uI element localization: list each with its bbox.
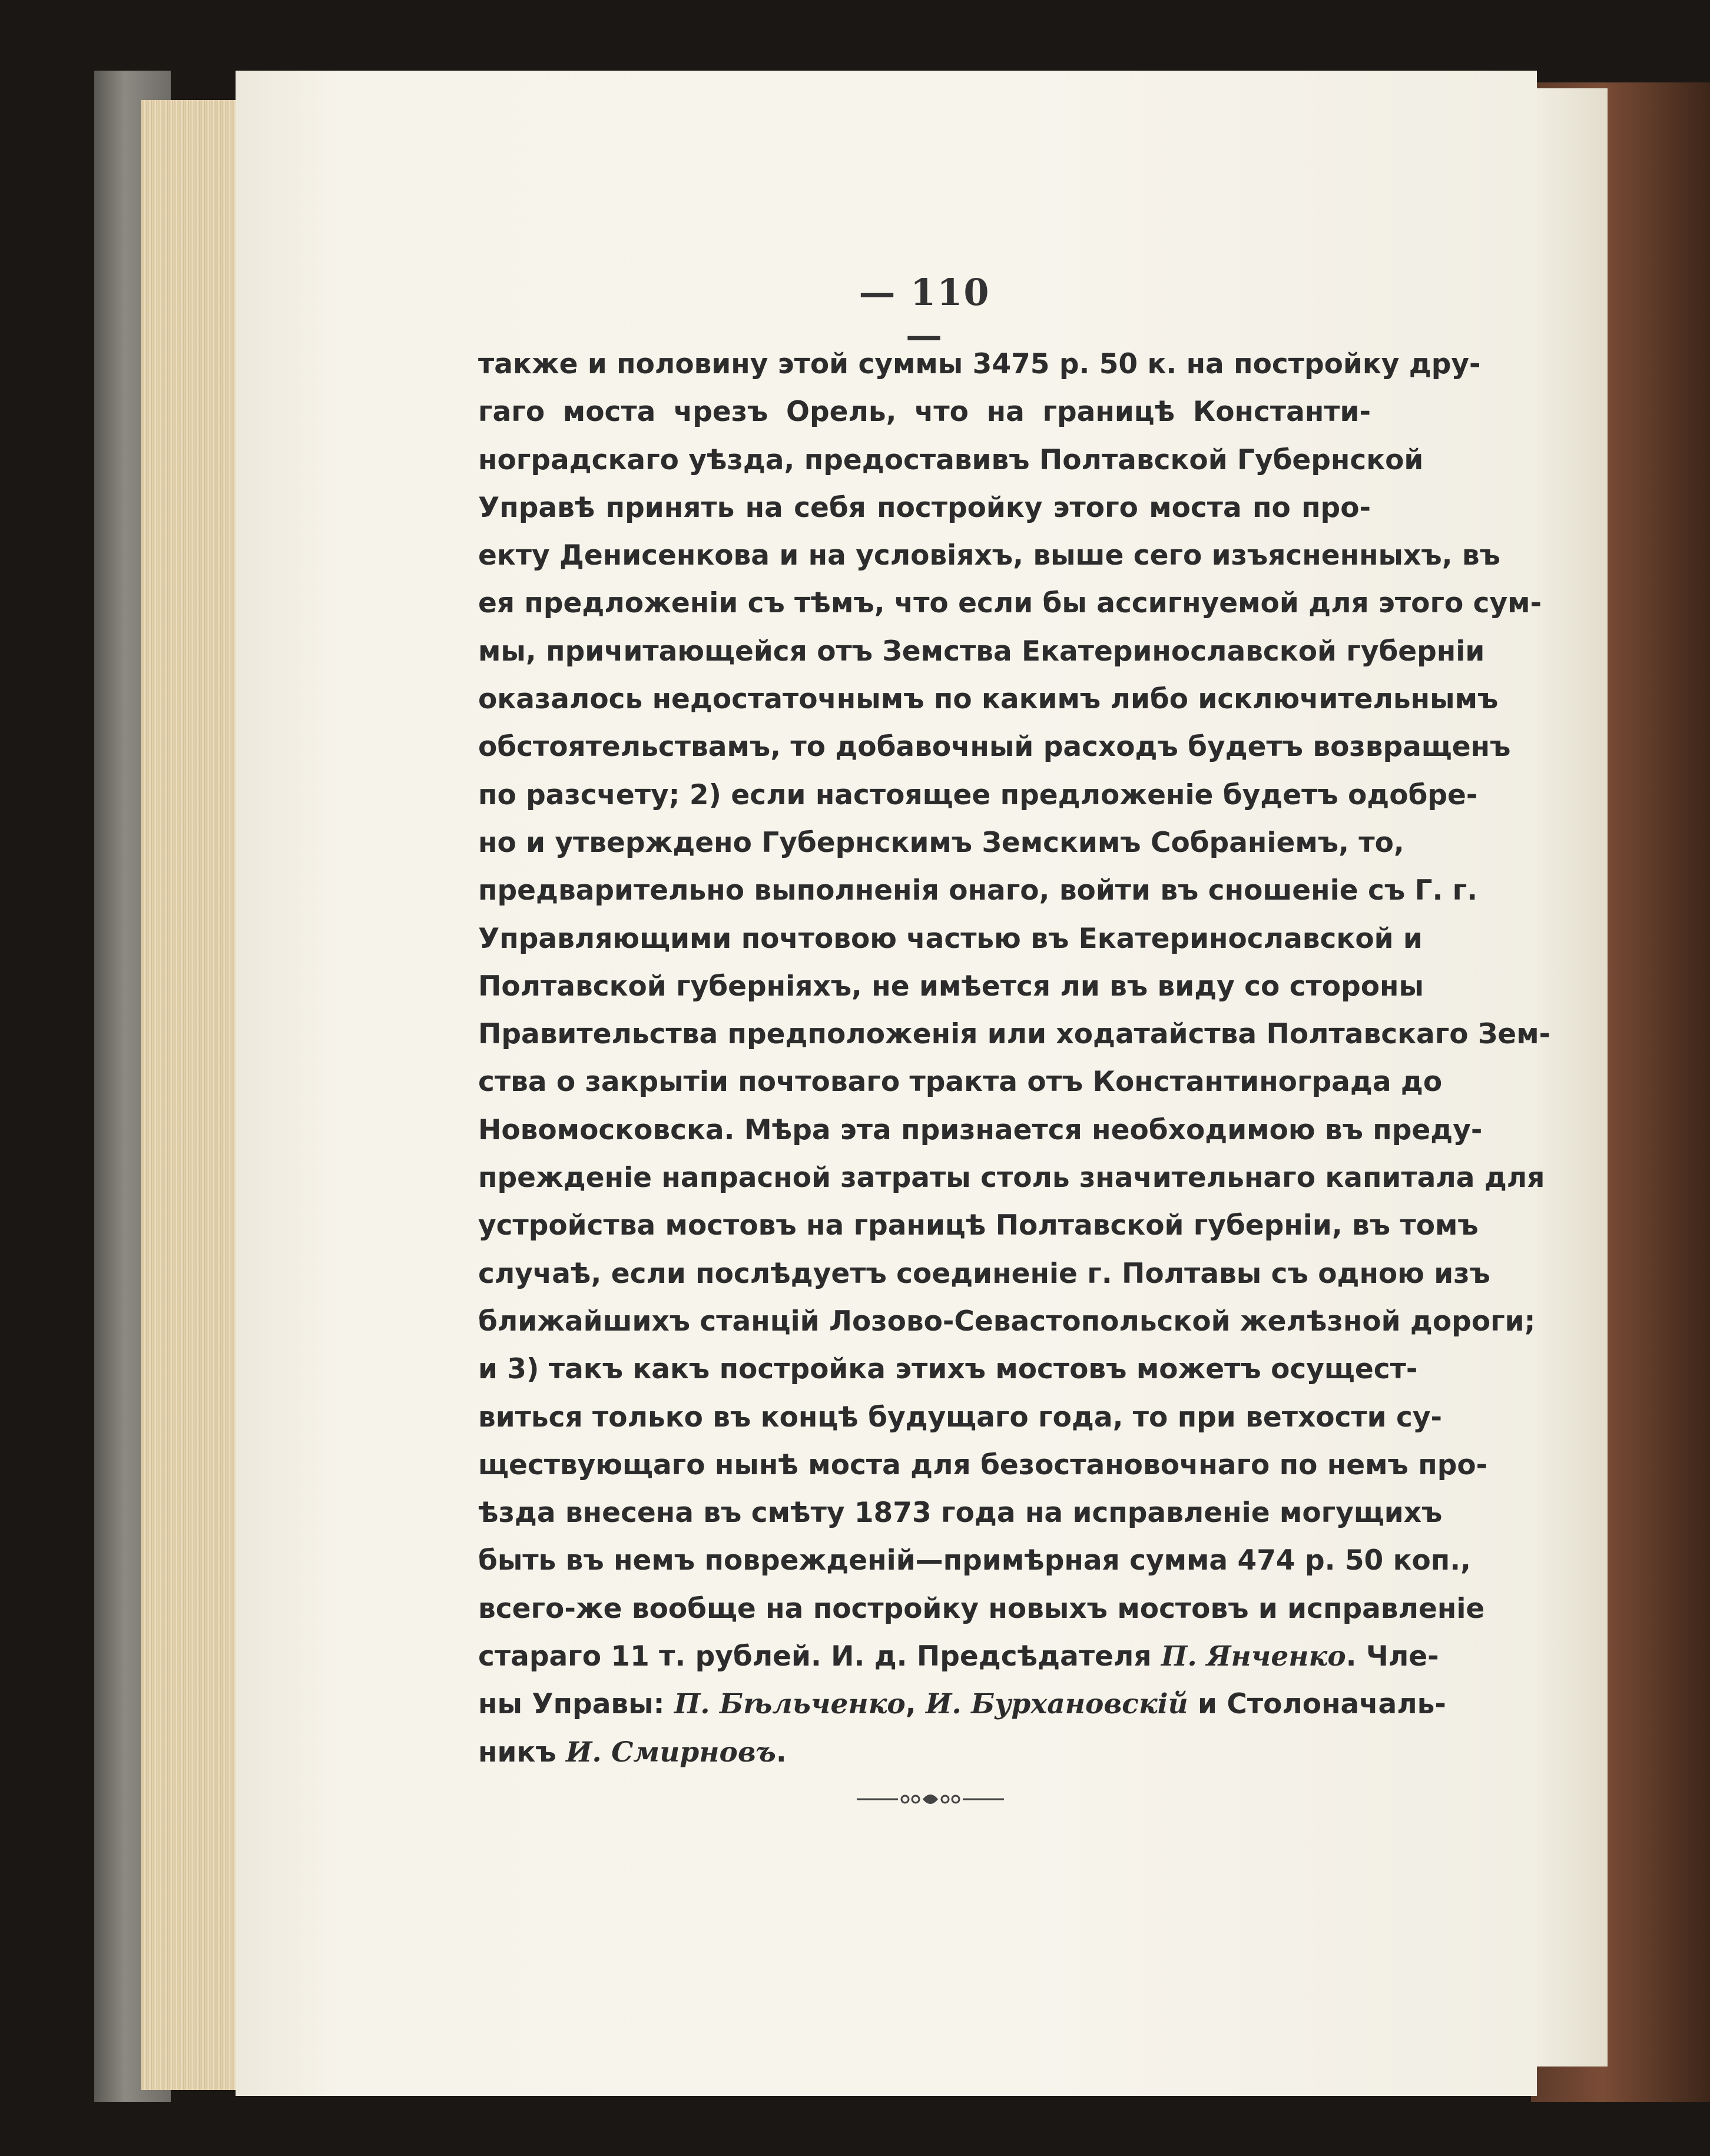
text-run: ществующаго нынѣ моста для безостановочнаго по немъ про-	[478, 1448, 1488, 1481]
text-run: по разсчету; 2) если настоящее предложеніе будетъ одобре-	[478, 778, 1478, 811]
text-run: предварительно выполненія онаго, войти въ сношеніе съ Г. г.	[478, 874, 1478, 907]
text-run: ѣзда внесена въ смѣту 1873 года на исправленіе могущихъ	[478, 1497, 1443, 1530]
text-line	[478, 1394, 1442, 1441]
text-run: Правительства предположенія или ходатайства Полтавскаго Зем-	[478, 1018, 1551, 1051]
text-run: но и утверждено Губернскимъ Земскимъ Собраніемъ, то,	[478, 826, 1404, 859]
signatory-name: И. Смирновъ	[566, 1736, 776, 1769]
text-line	[478, 819, 1404, 867]
text-run: устройства мостовъ на границѣ Полтавской губерніи, въ томъ	[478, 1209, 1479, 1242]
text-run: и 3) такъ какъ постройка этихъ мостовъ можетъ осущест-	[478, 1353, 1418, 1386]
text-run: . Чле-	[1346, 1640, 1439, 1673]
text-run: екту Денисенкова и на условіяхъ, выше сего изъясненныхъ, въ	[478, 539, 1500, 572]
text-run: ны Управы:	[478, 1688, 674, 1721]
text-line	[478, 1441, 1488, 1489]
text-line	[478, 436, 1424, 484]
text-run: ея предложеніи съ тѣмъ, что если бы ассигнуемой для этого сум-	[478, 587, 1542, 620]
signatory-name: П. Бѣльченко	[674, 1688, 906, 1721]
text-run: Новомосковска. Мѣра эта признается необходимою въ преду-	[478, 1113, 1483, 1146]
text-line	[478, 1537, 1471, 1584]
text-line	[478, 1250, 1490, 1298]
text-line	[478, 340, 1481, 388]
text-line	[478, 532, 1500, 579]
text-line	[478, 1010, 1551, 1058]
signatory-name: П. Янченко	[1161, 1640, 1346, 1673]
text-run: также и половину этой суммы 3475 р. 50 к. на постройку дру-	[478, 348, 1481, 380]
text-line	[478, 675, 1499, 723]
text-run: ства о закрытіи почтоваго тракта отъ Константинограда до	[478, 1066, 1443, 1099]
text-run: ,	[905, 1688, 926, 1721]
text-run: быть въ немъ поврежденій—примѣрная сумма 474 р. 50 коп.,	[478, 1544, 1471, 1577]
text-run: виться только въ концѣ будущаго года, то при ветхости су-	[478, 1401, 1442, 1434]
text-run: прежденіе напрасной затраты столь значительнаго капитала для	[478, 1162, 1545, 1195]
text-line	[478, 579, 1542, 627]
text-run: Полтавской губерніяхъ, не имѣется ли въ виду со стороны	[478, 970, 1424, 1003]
body-text	[478, 340, 1551, 1776]
text-run: Управляющими почтовою частью въ Екатеринославской и	[478, 922, 1423, 955]
text-line	[478, 1680, 1446, 1728]
text-line	[478, 915, 1423, 963]
text-line	[478, 628, 1485, 675]
text-line	[478, 1729, 1371, 1776]
text-run: мы, причитающейся отъ Земства Екатеринославской губерніи	[478, 635, 1485, 668]
text-run: гаго моста чрезъ Орель, что на границѣ Константи-	[478, 396, 1371, 429]
text-run: обстоятельствамъ, то добавочный расходъ будетъ возвращенъ	[478, 731, 1511, 764]
text-line	[478, 1106, 1483, 1154]
text-line	[478, 1154, 1545, 1202]
next-page-edge	[1531, 88, 1608, 2067]
text-line	[478, 1633, 1439, 1680]
text-line	[478, 1202, 1479, 1249]
text-run: и Столоначаль-	[1188, 1688, 1446, 1721]
fleuron-divider-icon	[857, 1787, 1004, 1811]
text-line	[478, 1585, 1485, 1633]
page-number: — 110 —	[859, 271, 990, 357]
text-line	[478, 1298, 1536, 1345]
text-line	[478, 484, 1371, 532]
text-line	[478, 1345, 1418, 1393]
text-line	[478, 388, 1371, 436]
text-line	[478, 867, 1478, 914]
text-line	[478, 771, 1478, 819]
text-run: ноградскаго уѣзда, предоставивъ Полтавской Губернской	[478, 443, 1424, 476]
text-run: ближайшихъ станцій Лозово-Севастопольской желѣзной дороги;	[478, 1305, 1536, 1338]
text-run: .	[776, 1736, 787, 1769]
text-line	[478, 723, 1511, 771]
text-run: никъ	[478, 1736, 566, 1769]
text-run: всего-же вообще на постройку новыхъ мостовъ и исправленіе	[478, 1592, 1485, 1625]
text-run: оказалось недостаточнымъ по какимъ либо исключительнымъ	[478, 683, 1499, 716]
text-run: стараго 11 т. рублей. И. д. Предсѣдателя	[478, 1640, 1161, 1673]
text-run: Управѣ принять на себя постройку этого моста по про-	[478, 491, 1371, 524]
text-line	[478, 1489, 1443, 1537]
text-run: случаѣ, если послѣдуетъ соединеніе г. Полтавы съ одною изъ	[478, 1257, 1490, 1290]
text-line	[478, 963, 1424, 1010]
text-line	[478, 1058, 1443, 1106]
signatory-name: И. Бурхановскій	[926, 1688, 1188, 1721]
